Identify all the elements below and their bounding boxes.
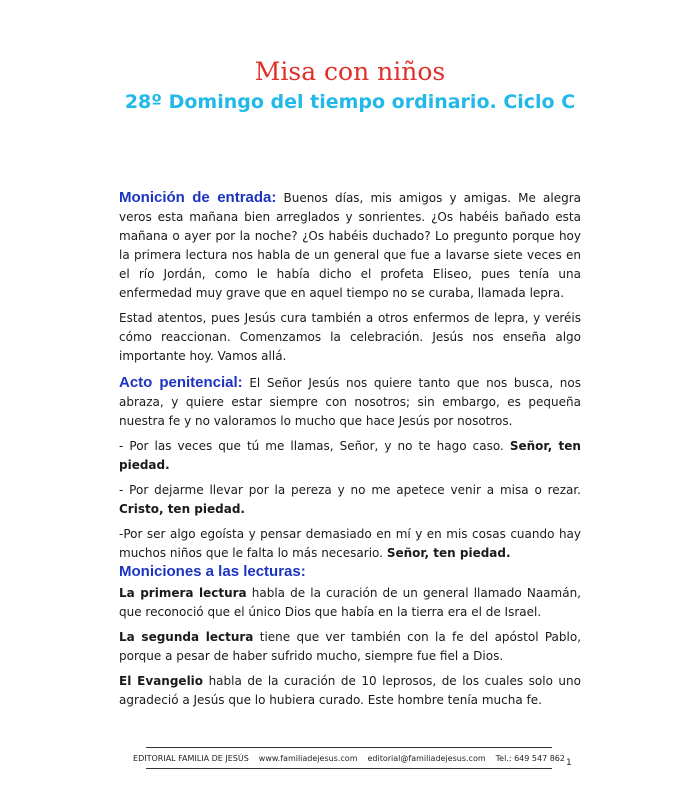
- monicion-entrada-section: [119, 188, 581, 372]
- penitencial-item: [119, 437, 581, 475]
- lectura-label: La primera lectura: [119, 586, 247, 600]
- lectura-text: habla de la curación de 10 leprosos, de los cuales solo uno agradeció a Jesús que lo hubiera curado. Este hombre tenía mucha fe.: [119, 674, 581, 707]
- penitencial-item: [119, 481, 581, 519]
- footer-email: editorial@familiadejesus.com: [367, 753, 486, 763]
- lectura-item: [119, 628, 581, 666]
- lectura-item: [119, 584, 581, 622]
- penitencial-item-response: Señor, ten piedad.: [386, 546, 511, 560]
- monicion-entrada-paragraph-2: Estad atentos, pues Jesús cura también a otros enfermos de lepra, y veréis cómo reaccionan. Comenzamos la celebración. Jesús nos enseña algo importante hoy. Vamos allá.: [119, 311, 581, 363]
- penitencial-item: [119, 525, 581, 563]
- page-title: Misa con niños: [254, 57, 446, 86]
- penitencial-item-text: - Por las veces que tú me llamas, Señor, y no te hago caso.: [119, 439, 504, 453]
- penitencial-item-response: Señor, ten piedad.: [119, 439, 581, 472]
- lectura-label: La segunda lectura: [119, 630, 254, 644]
- lectura-item: [119, 672, 581, 710]
- moniciones-lecturas-heading: Moniciones a las lecturas:: [119, 563, 306, 580]
- penitencial-item-text: - Por dejarme llevar por la pereza y no me apetece venir a misa o rezar.: [119, 483, 581, 497]
- lectura-text: habla de la curación de un general llamado Naamán, que reconoció que el único Dios que había en la tierra era el de Israel.: [119, 586, 581, 619]
- footer-phone: Tel.: 649 547 862: [495, 753, 565, 763]
- monicion-entrada-text-1: Buenos días, mis amigos y amigas. Me alegra veros esta mañana bien arreglados y sonrientes. ¿Os habéis bañado esta mañana o ayer por la noche? ¿Os habéis duchado? Lo pregunto porque hoy la primera lectura nos habla de un general que fue a lavarse siete veces en el río Jordán, como le había dicho el profeta Eliseo, pues tenía una enfermedad muy grave que en aquel tiempo no se curaba, llamada lepra.: [119, 191, 581, 300]
- lectura-text: tiene que ver también con la fe del apóstol Pablo, porque a pesar de haber sufrido mucho, siempre fue fiel a Dios.: [119, 630, 582, 663]
- page-number: 1: [566, 758, 572, 768]
- acto-penitencial-intro-text: El Señor Jesús nos quiere tanto que nos busca, nos abraza, y quiere estar siempre con nosotros; sin embargo, es pequeña nuestra fe y no valoramos lo mucho que hace Jesús por nosotros.: [119, 376, 581, 428]
- page-subtitle: 28º Domingo del tiempo ordinario. Ciclo C: [124, 91, 576, 113]
- acto-penitencial-section: [119, 373, 581, 569]
- acto-penitencial-intro: [119, 373, 581, 431]
- page-footer: [133, 747, 565, 769]
- acto-penitencial-heading: Acto penitencial:: [119, 374, 243, 391]
- footer-website: www.familiadejesus.com: [258, 753, 358, 763]
- footer-publisher: EDITORIAL FAMILIA DE JESÚS: [133, 753, 249, 763]
- moniciones-lecturas-section: [119, 562, 581, 716]
- monicion-entrada-paragraph-1: [119, 188, 581, 303]
- lectura-label: El Evangelio: [119, 674, 204, 688]
- monicion-entrada-heading: Monición de entrada:: [119, 189, 277, 206]
- penitencial-item-text: -Por ser algo egoísta y pensar demasiado en mí y en mis cosas cuando hay muchos niños que le falta lo más necesario.: [119, 527, 581, 560]
- penitencial-item-response: Cristo, ten piedad.: [119, 502, 245, 516]
